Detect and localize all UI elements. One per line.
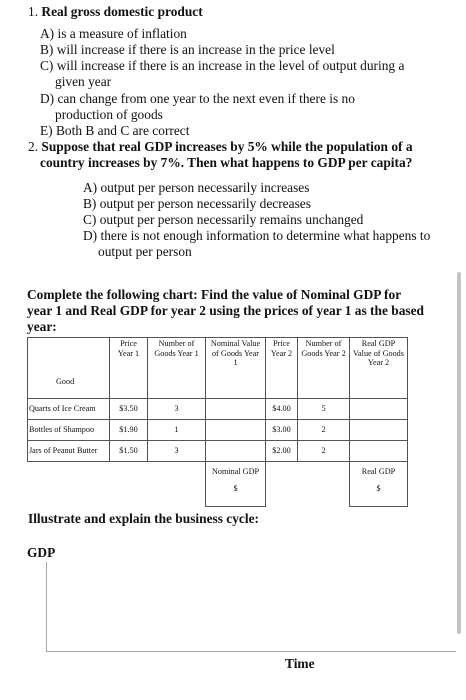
footer-spacer <box>110 462 148 507</box>
cell-good: Quarts of Ice Cream <box>28 399 110 420</box>
graph-y-axis <box>46 562 47 652</box>
q1-option-d-cont: production of goods <box>55 107 163 122</box>
business-cycle-prompt: Illustrate and explain the business cycle: <box>28 511 260 526</box>
cell-good: Jars of Peanut Butter <box>28 441 110 462</box>
footer-spacer <box>298 462 350 507</box>
cell-nominal-value[interactable] <box>206 399 266 420</box>
chart-task-line1: Complete the following chart: Find the value of Nominal GDP for <box>27 287 402 302</box>
header-real-line3: Year 2 <box>367 358 390 367</box>
header-number-year2 <box>298 338 350 399</box>
q2-number: 2. <box>28 139 39 154</box>
graph-y-label: GDP <box>27 545 56 560</box>
nominal-gdp-value: $ <box>233 483 238 493</box>
q1-option-b: B) will increase if there is an increase in the price level <box>40 42 335 57</box>
footer-spacer <box>28 462 110 507</box>
cell-price-year2: $4.00 <box>266 399 298 420</box>
cell-real-gdp[interactable] <box>350 399 408 420</box>
header-nominal-line2: of Goods Year <box>211 348 260 358</box>
header-number-year2-line1: Number of <box>305 339 342 348</box>
header-good: Good <box>28 338 110 399</box>
header-real-line1: Real GDP <box>361 339 396 348</box>
header-price-year2-line2: Year 2 <box>270 348 293 358</box>
q2-option-d-cont: output per person <box>98 244 192 259</box>
cell-price-year2: $3.00 <box>266 420 298 441</box>
real-gdp-value: $ <box>376 483 381 493</box>
q1-title: Real gross domestic product <box>41 4 203 19</box>
chart-task-line2: year 1 and Real GDP for year 2 using the prices of year 1 as the based <box>27 303 424 318</box>
table-header-row <box>28 338 408 399</box>
cell-nominal-value[interactable] <box>206 420 266 441</box>
table-row <box>28 420 408 441</box>
header-real-gdp <box>350 338 408 399</box>
cell-number-year1: 3 <box>148 399 206 420</box>
table-footer-row <box>28 462 408 507</box>
cell-price-year2: $2.00 <box>266 441 298 462</box>
header-nominal-line1: Nominal Value <box>210 339 261 348</box>
header-nominal-line3: 1 <box>233 358 238 367</box>
q2-line2: country increases by 7%. Then what happens to GDP per capita? <box>40 155 413 170</box>
cell-real-gdp[interactable] <box>350 420 408 441</box>
header-price-year2 <box>266 338 298 399</box>
header-price-year1 <box>110 338 148 399</box>
footer-real-gdp[interactable] <box>350 462 408 507</box>
header-price-year1-line1: Price <box>120 339 137 348</box>
cell-number-year2: 2 <box>298 420 350 441</box>
cell-price-year1: $3.50 <box>110 399 148 420</box>
graph-area[interactable] <box>46 562 458 654</box>
q2-heading <box>28 139 413 155</box>
graph-x-label: Time <box>285 656 315 671</box>
cell-number-year1: 1 <box>148 420 206 441</box>
q1-option-e: E) Both B and C are correct <box>40 123 190 138</box>
cell-number-year1: 3 <box>148 441 206 462</box>
q2-option-c: C) output per person necessarily remains unchanged <box>83 212 364 227</box>
cell-price-year1: $1.90 <box>110 420 148 441</box>
q2-option-a: A) output per person necessarily increases <box>83 180 310 195</box>
cell-number-year2: 5 <box>298 399 350 420</box>
q1-option-c: C) will increase if there is an increase in the level of output during a <box>40 58 405 73</box>
q1-option-c-cont: given year <box>55 74 112 89</box>
q2-option-b: B) output per person necessarily decreases <box>83 196 311 211</box>
gdp-table <box>27 337 408 507</box>
header-price-year2-line1: Price <box>273 339 290 348</box>
header-real-line2: Value of Goods <box>353 348 404 358</box>
header-number-year2-line2: Goods Year 2 <box>301 348 346 358</box>
chart-task-line3: year: <box>27 319 57 334</box>
cell-price-year1: $1.50 <box>110 441 148 462</box>
scrollbar-thumb[interactable] <box>457 272 461 634</box>
cell-good: Bottles of Shampoo <box>28 420 110 441</box>
header-nominal-value <box>206 338 266 399</box>
table-row <box>28 441 408 462</box>
header-number-year1-line1: Number of <box>158 339 195 348</box>
header-price-year1-line2: Year 1 <box>117 348 140 358</box>
q1-heading <box>28 4 203 20</box>
q1-option-a: A) is a measure of inflation <box>40 26 187 41</box>
header-number-year1 <box>148 338 206 399</box>
cell-number-year2: 2 <box>298 441 350 462</box>
q1-number: 1. <box>28 4 39 19</box>
q2-line1: Suppose that real GDP increases by 5% while the population of a <box>41 139 413 154</box>
q1-option-d: D) can change from one year to the next even if there is no <box>40 91 355 106</box>
footer-spacer <box>266 462 298 507</box>
footer-spacer <box>148 462 206 507</box>
cell-nominal-value[interactable] <box>206 441 266 462</box>
header-number-year1-line2: Goods Year 1 <box>154 348 199 358</box>
nominal-gdp-label: Nominal GDP <box>211 467 260 476</box>
table-row <box>28 399 408 420</box>
graph-x-axis <box>46 651 456 652</box>
q2-option-d: D) there is not enough information to determine what happens to <box>83 228 431 243</box>
cell-real-gdp[interactable] <box>350 441 408 462</box>
real-gdp-label: Real GDP <box>361 467 396 476</box>
footer-nominal-gdp[interactable] <box>206 462 266 507</box>
